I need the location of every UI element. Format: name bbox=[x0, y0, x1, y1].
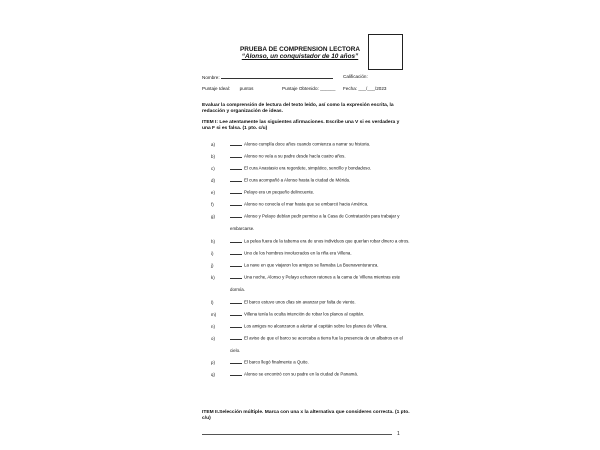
statement-letter: h) bbox=[211, 238, 215, 244]
statement-letter: m) bbox=[211, 311, 217, 317]
statement-text: Los amigos no alcanzaron a alertar al capitán sobre los planes de Villena. bbox=[244, 323, 388, 329]
statement-text: Alonso y Pelayo debían pedir permiso a la Casa de Contratación para trabajar y bbox=[244, 213, 400, 219]
statement-p bbox=[211, 359, 309, 365]
answer-blank[interactable] bbox=[230, 238, 242, 243]
statement-letter: e) bbox=[211, 189, 215, 195]
statement-letter: c) bbox=[211, 165, 215, 171]
statement-text: El cura Anastasio era regordete, simpático, sencillo y bondadoso. bbox=[244, 165, 372, 171]
statement-d bbox=[211, 177, 350, 183]
answer-blank[interactable] bbox=[230, 213, 242, 218]
statement-n bbox=[211, 323, 387, 329]
statement-k-continuation: dormía. bbox=[230, 287, 245, 292]
statement-text: Uno de los hombres involucrados en la riña era Villena. bbox=[244, 250, 352, 256]
statement-text: Una noche, Alonso y Pelayo echaron ratones a la cama de Villena mientras este bbox=[244, 274, 401, 280]
statement-text: La pelea fuera de la taberna era de unos individuos que querían robar dinero a otros. bbox=[244, 238, 410, 244]
answer-blank[interactable] bbox=[230, 177, 242, 182]
answer-blank[interactable] bbox=[230, 274, 242, 279]
fecha-label: Fecha: bbox=[343, 86, 358, 91]
statement-letter: b) bbox=[211, 153, 215, 159]
answer-blank[interactable] bbox=[230, 189, 242, 194]
statement-o bbox=[211, 335, 403, 341]
item1-instructions: ITEM I: Lee atentamente las siguientes afirmaciones. Escribe una V si es verdadera y una F si es falsa. (1 pto. c/u) bbox=[202, 120, 400, 132]
statement-m bbox=[211, 311, 364, 317]
statement-letter: j) bbox=[211, 262, 214, 268]
statement-text: El barco llegó finalmente a Quito. bbox=[244, 359, 309, 365]
statement-text: Alonso cumplía doce años cuando comienza a narrar su historia. bbox=[244, 141, 371, 147]
answer-blank[interactable] bbox=[230, 201, 242, 206]
puntaje-ideal-label: Puntaje Ideal: bbox=[202, 86, 231, 91]
answer-blank[interactable] bbox=[230, 371, 242, 376]
answer-blank[interactable] bbox=[230, 335, 242, 340]
statement-letter: k) bbox=[211, 274, 215, 280]
statement-k bbox=[211, 274, 400, 280]
puntaje-obtenido-row bbox=[282, 86, 335, 91]
statement-letter: q) bbox=[211, 371, 215, 377]
statement-g-continuation: embarcarse. bbox=[230, 226, 255, 231]
statement-b bbox=[211, 153, 346, 159]
nombre-label: Nombre: bbox=[202, 75, 220, 80]
answer-blank[interactable] bbox=[230, 299, 242, 304]
statement-a bbox=[211, 141, 370, 147]
page-number: 1 bbox=[397, 431, 400, 437]
puntaje-obtenido-label: Puntaje Obtenido: bbox=[282, 86, 319, 91]
calificacion-label: Calificación: bbox=[343, 74, 368, 79]
statement-text: Pelayo era un pequeño delincuente. bbox=[244, 189, 315, 195]
statement-text: Alonso no conocía el mar hasta que se embarcó hacia América. bbox=[244, 201, 369, 207]
answer-blank[interactable] bbox=[230, 141, 242, 146]
statement-letter: l) bbox=[211, 299, 214, 305]
answer-blank[interactable] bbox=[230, 262, 242, 267]
answer-blank[interactable] bbox=[230, 359, 242, 364]
item2-instructions: ITEM II.Selección múltiple. Marca con una x la alternativa que consideres correcta. (1 pto. c/u) bbox=[202, 410, 410, 422]
nombre-field[interactable] bbox=[221, 74, 333, 79]
answer-blank[interactable] bbox=[230, 165, 242, 170]
statement-letter: i) bbox=[211, 250, 214, 256]
statement-c bbox=[211, 165, 371, 171]
puntaje-obtenido-field[interactable]: ______ bbox=[320, 86, 336, 91]
statement-text: Alonso se encontró con su padre en la ciudad de Panamá. bbox=[244, 371, 358, 377]
answer-blank[interactable] bbox=[230, 250, 242, 255]
statement-h bbox=[211, 238, 410, 244]
statement-text: El barco estuvo unos días sin avanzar por falta de viento. bbox=[244, 299, 356, 305]
statement-text: La nave en que viajaron los amigos se llamaba La Buenaventuranza. bbox=[244, 262, 379, 268]
statement-letter: o) bbox=[211, 335, 215, 341]
answer-blank[interactable] bbox=[230, 323, 242, 328]
puntaje-ideal-value: puntos bbox=[239, 86, 254, 91]
puntaje-ideal-row bbox=[202, 86, 253, 91]
statement-text: Villena tenía la oculta intención de robar los planos al capitán. bbox=[244, 311, 365, 317]
statement-e bbox=[211, 189, 314, 195]
statement-q bbox=[211, 371, 358, 377]
page-title: PRUEBA DE COMPRENSION LECTORA bbox=[239, 46, 360, 53]
calificacion-row bbox=[343, 74, 368, 79]
statement-letter: f) bbox=[211, 201, 214, 207]
statement-letter: d) bbox=[211, 177, 215, 183]
statement-text: El aviso de que el barco se acercaba a tierra fue la presencia de un albatros en el bbox=[244, 335, 403, 341]
fecha-row bbox=[343, 86, 386, 91]
statement-l bbox=[211, 299, 356, 305]
statement-g bbox=[211, 213, 399, 219]
statement-o-continuation: cielo. bbox=[230, 348, 241, 353]
statement-letter: g) bbox=[211, 213, 215, 219]
statement-letter: n) bbox=[211, 323, 215, 329]
answer-blank[interactable] bbox=[230, 311, 242, 316]
page-subtitle: “Alonso, un conquistador de 10 años” bbox=[241, 53, 359, 60]
statement-f bbox=[211, 201, 368, 207]
answer-blank[interactable] bbox=[230, 153, 242, 158]
statement-letter: a) bbox=[211, 141, 215, 147]
statement-text: El cura acompañó a Alonso hasta la ciudad de Mérida. bbox=[244, 177, 351, 183]
nombre-row bbox=[202, 74, 333, 80]
fecha-field[interactable]: ___/___/2023 bbox=[358, 86, 387, 91]
statement-letter: p) bbox=[211, 359, 215, 365]
footer-divider bbox=[202, 434, 392, 435]
statement-i bbox=[211, 250, 352, 256]
statement-text: Alonso no veía a su padre desde hacía cuatro años. bbox=[244, 153, 346, 159]
objective-text: Evaluar la comprensión de lectura del texto leído, así como la expresión escrita, la redacción y organización de ideas. bbox=[202, 103, 394, 115]
statement-j bbox=[211, 262, 379, 268]
